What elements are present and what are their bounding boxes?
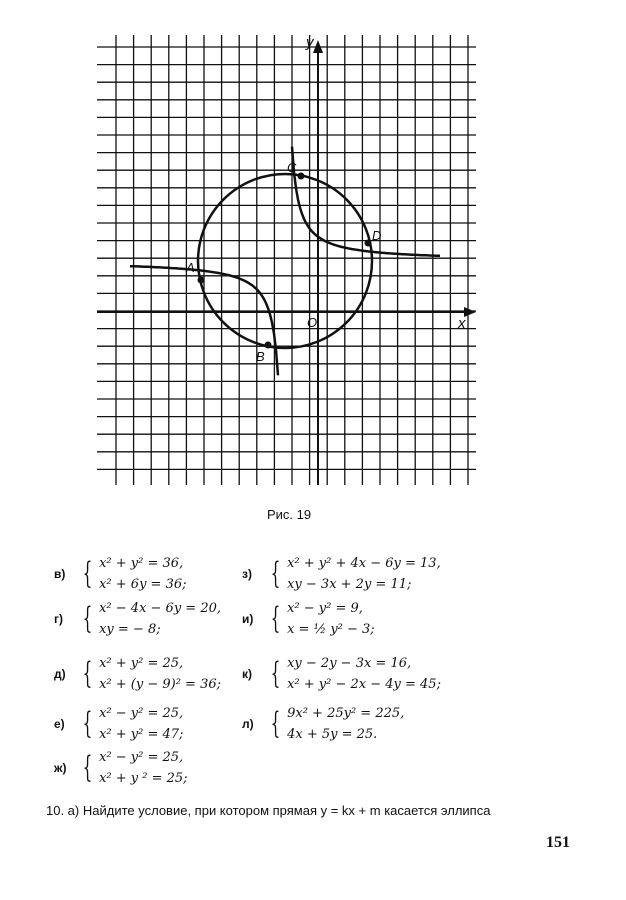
point-d-dot — [365, 240, 372, 247]
system-label: и) — [242, 612, 254, 626]
brace-icon: { — [82, 706, 93, 741]
system-equations — [287, 556, 441, 592]
grid — [97, 35, 476, 485]
equation: x² + y² + 4x − 6y = 13, — [287, 556, 441, 571]
system-label: к) — [242, 667, 253, 681]
system-equations — [99, 706, 183, 742]
hyperbola-upper-branch — [292, 147, 440, 256]
equation: x² + (y − 9)² = 36; — [99, 677, 222, 692]
point-d-label: D — [372, 228, 382, 243]
system-g — [54, 601, 221, 637]
point-a-dot — [198, 277, 205, 284]
system-label: л) — [242, 717, 254, 731]
x-axis-arrow-icon — [464, 307, 476, 317]
origin-label: O — [307, 315, 318, 330]
brace-icon: { — [82, 601, 93, 636]
equation: x² + y² = 47; — [99, 727, 184, 742]
system-label: д) — [54, 667, 66, 681]
system-i — [242, 601, 375, 637]
system-label: ж) — [54, 761, 67, 775]
labels — [185, 34, 466, 364]
system-equations — [99, 601, 221, 637]
system-label: з) — [242, 567, 252, 581]
equation: x² + y² − 2x − 4y = 45; — [287, 677, 441, 692]
system-equations — [99, 750, 187, 786]
system-label: в) — [54, 567, 66, 581]
brace-icon: { — [270, 706, 281, 741]
figure-caption: Рис. 19 — [266, 507, 312, 522]
system-equations — [287, 601, 375, 637]
point-b-label: B — [256, 349, 265, 364]
system-e — [54, 706, 183, 742]
equation: x² + y ² = 25; — [99, 771, 188, 786]
system-equations — [99, 656, 221, 692]
equation: x² − y² = 25, — [99, 706, 184, 721]
x-axis-label: x — [458, 315, 466, 332]
system-label: г) — [54, 612, 63, 626]
equation: x = ½ y² − 3; — [287, 622, 375, 637]
circle-curve — [198, 174, 372, 348]
equation: 4x + 5y = 25. — [287, 727, 378, 742]
point-c-dot — [298, 173, 305, 180]
brace-icon: { — [82, 556, 93, 591]
point-c-label: C — [287, 160, 297, 175]
equation: x² − y² = 25, — [99, 750, 184, 765]
system-d — [54, 656, 221, 692]
system-v — [54, 556, 187, 592]
system-equations — [287, 656, 441, 692]
equation: 9x² + 25y² = 225, — [287, 706, 405, 721]
equation: x² + y² = 36, — [99, 556, 184, 571]
equation: xy − 3x + 2y = 11; — [287, 577, 412, 592]
point-b-dot — [265, 342, 272, 349]
equation: xy − 2y − 3x = 16, — [287, 656, 412, 671]
brace-icon: { — [82, 656, 93, 691]
system-k — [242, 656, 441, 692]
curves — [130, 147, 440, 376]
equation: x² − y² = 9, — [287, 601, 363, 616]
y-axis-label: y — [306, 34, 314, 51]
equation: xy = − 8; — [99, 622, 161, 637]
axes — [97, 40, 476, 485]
system-equations — [99, 556, 186, 592]
brace-icon: { — [270, 656, 281, 691]
system-equations — [287, 706, 404, 742]
problem-10-text: 10. а) Найдите условие, при котором прямая y = kx + m касается эллипса — [46, 803, 491, 818]
system-label: е) — [54, 717, 65, 731]
point-a-label: A — [186, 260, 195, 275]
system-l — [242, 706, 404, 742]
brace-icon: { — [270, 556, 281, 591]
brace-icon: { — [270, 601, 281, 636]
brace-icon: { — [82, 750, 93, 785]
page-number: 151 — [546, 834, 570, 851]
equation: x² − 4x − 6y = 20, — [99, 601, 222, 616]
equation: x² + 6y = 36; — [99, 577, 187, 592]
system-z — [242, 556, 441, 592]
equation: x² + y² = 25, — [99, 656, 184, 671]
system-zh — [54, 750, 188, 786]
